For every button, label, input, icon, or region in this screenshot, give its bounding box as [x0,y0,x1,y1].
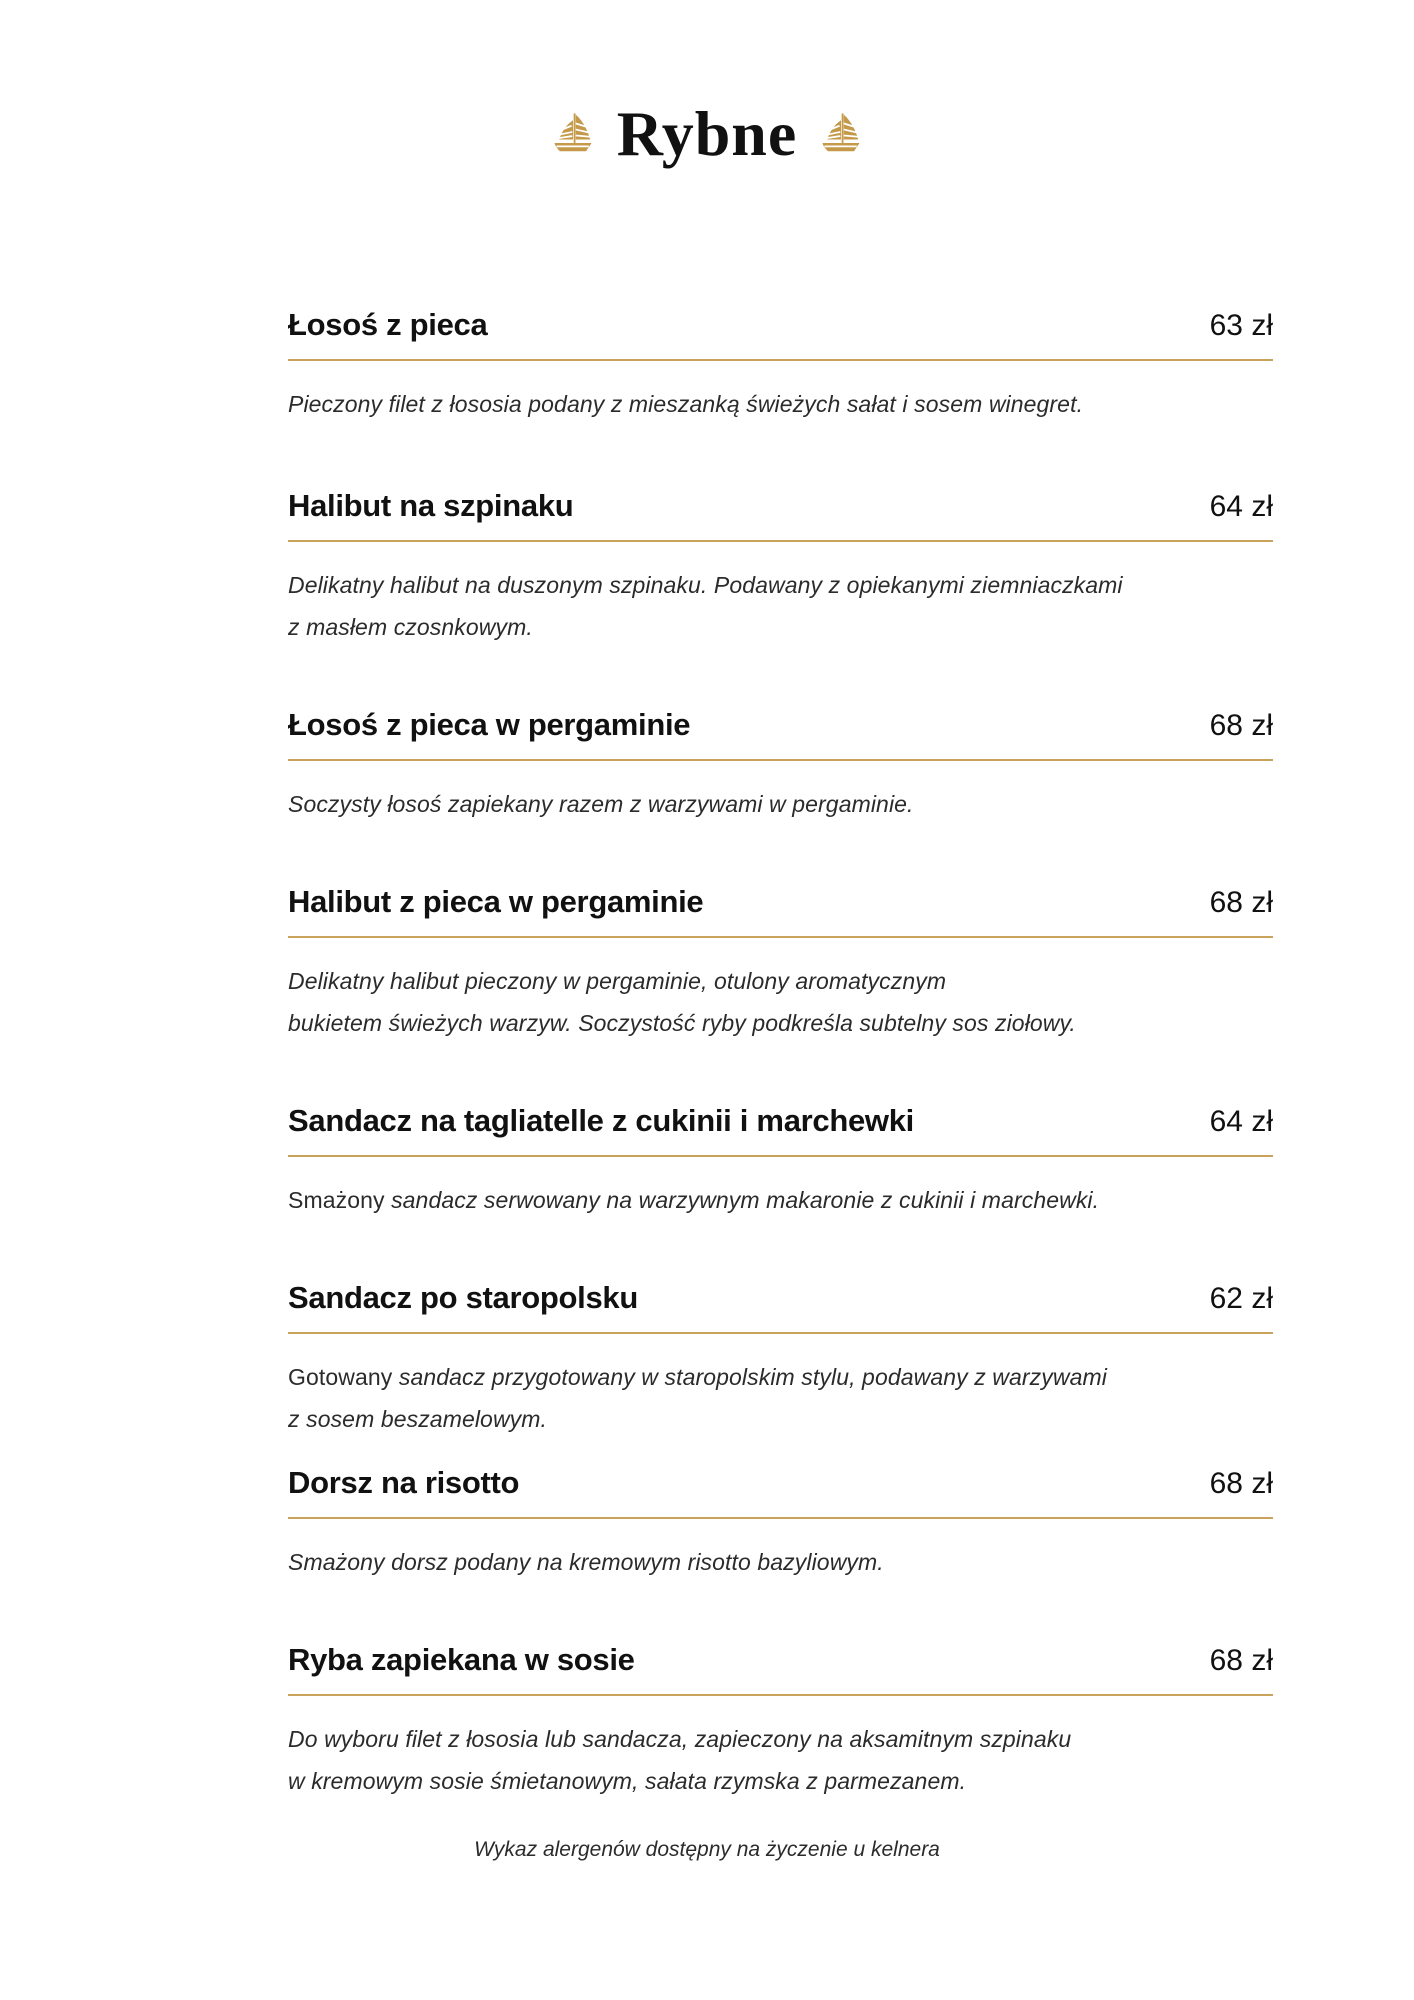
dish-name: Halibut z pieca w pergaminie [288,884,704,919]
divider-line [288,1332,1273,1334]
menu-item-header [288,1643,1273,1677]
ship-icon [818,112,864,156]
page-title: Rybne [616,98,798,169]
dish-description: Delikatny halibut na duszonym szpinaku. Podawany z opiekanymi ziemniaczkami z masłem czosnkowym. [288,572,1123,640]
divider-line [288,936,1273,938]
menu-item [288,1104,1273,1221]
dish-description: Pieczony filet z łososia podany z mieszanką świeżych sałat i sosem winegret. [288,391,1084,417]
dish-name: Łosoś z pieca w pergaminie [288,707,691,742]
menu-item [288,1466,1273,1583]
divider-line [288,1694,1273,1696]
menu-item-header [288,489,1273,523]
dish-price: 68 zł [1209,1644,1273,1677]
dish-price: 64 zł [1209,1105,1273,1138]
menu-item-header [288,708,1273,742]
menu-item [288,489,1273,648]
ship-icon [550,112,596,156]
menu-item [288,1281,1273,1440]
menu-item [288,1643,1273,1802]
dish-name: Dorsz na risotto [288,1465,520,1500]
page-header [0,88,1414,180]
divider-line [288,759,1273,761]
dish-name: Sandacz po staropolsku [288,1280,638,1315]
menu-item [288,885,1273,1044]
menu-item-header [288,1281,1273,1315]
divider-line [288,1517,1273,1519]
menu-item-header [288,1466,1273,1500]
divider-line [288,359,1273,361]
dish-price: 68 zł [1209,886,1273,919]
menu-item-header [288,308,1273,342]
dish-name: Halibut na szpinaku [288,488,574,523]
dish-description: Do wyboru filet z łososia lub sandacza, zapieczony na aksamitnym szpinaku w kremowym sosie śmietanowym, sałata rzymska z parmezanem. [288,1726,1072,1794]
dish-description: Gotowany sandacz przygotowany w staropolskim stylu, podawany z warzywami z sosem beszamelowym. [288,1364,1107,1432]
dish-price: 64 zł [1209,490,1273,523]
dish-name: Ryba zapiekana w sosie [288,1642,635,1677]
dish-description: Smażony dorsz podany na kremowym risotto bazyliowym. [288,1549,884,1575]
allergen-note: Wykaz alergenów dostępny na życzenie u kelnera [474,1838,940,1861]
dish-name: Łosoś z pieca [288,307,488,342]
divider-line [288,540,1273,542]
dish-price: 62 zł [1209,1282,1273,1315]
divider-line [288,1155,1273,1157]
dish-description: Delikatny halibut pieczony w pergaminie, otulony aromatycznym bukietem świeżych warzyw. Soczystość ryby podkreśla subtelny sos ziołowy. [288,968,1076,1036]
dish-price: 63 zł [1209,309,1273,342]
menu-item-header [288,1104,1273,1138]
menu-item [288,308,1273,425]
menu-item-header [288,885,1273,919]
dish-price: 68 zł [1209,1467,1273,1500]
menu-item [288,708,1273,825]
menu-list [288,308,1273,1802]
dish-price: 68 zł [1209,709,1273,742]
dish-description: Soczysty łosoś zapiekany razem z warzywami w pergaminie. [288,791,914,817]
dish-description: Smażony sandacz serwowany na warzywnym makaronie z cukinii i marchewki. [288,1187,1100,1213]
dish-name: Sandacz na tagliatelle z cukinii i marchewki [288,1103,914,1138]
